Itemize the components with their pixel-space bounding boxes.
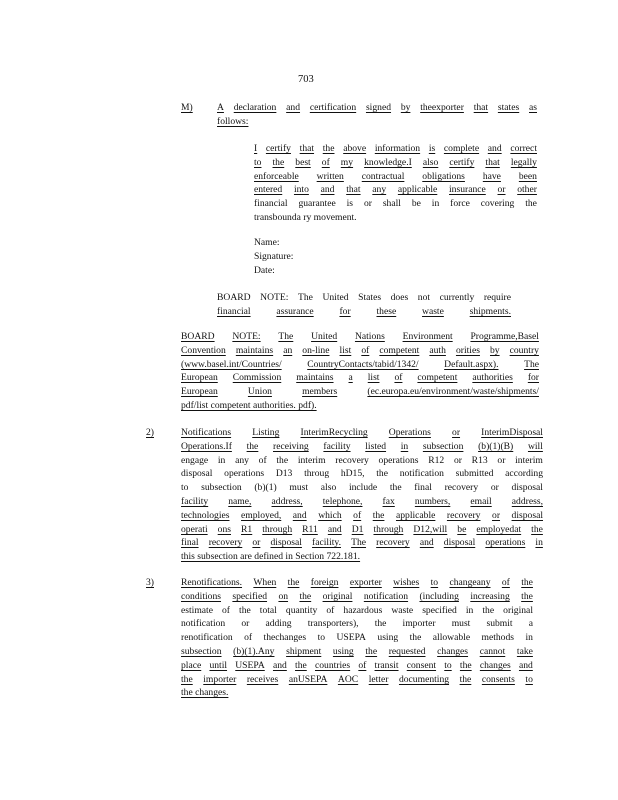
i2-line: operati ons R1 through R11 and D1 through D12,will be employedat the — [181, 523, 543, 535]
bn2-line: Convention maintains an on-line list of competent auth orities by country — [181, 344, 539, 356]
cert-line: entered into and that any applicable insurance or other — [254, 184, 537, 196]
signature-field-label: Signature: — [254, 250, 294, 262]
i3-line: notification or adding transporters), the importer must submit a — [181, 618, 533, 630]
i2-line: this subsection are defined in Section 722.181. — [181, 551, 361, 563]
i3-line: the changes. — [181, 687, 229, 699]
signature-field-label: Name: — [254, 237, 280, 248]
i3-line: estimate of the total quantity of hazardous waste specified in the original — [181, 604, 533, 616]
bn2-line: European Commission maintains a list of competent authorities for — [181, 372, 539, 384]
cert-line: to the best of my knowledge.I also certify that legally — [254, 156, 537, 168]
cert-line: transbounda ry movement. — [254, 212, 357, 223]
bn2-line: pdf/list competent authorities. pdf). — [181, 400, 317, 411]
i3-line: place until USEPA and the countries of transit consent to the changes and — [181, 659, 533, 671]
i2-line: Operations.If the receiving facility listed in subsection (b)(1)(B) will — [181, 440, 543, 452]
i3-line: Renotifications. When the foreign exporter wishes to changeany of the — [181, 577, 533, 588]
bn1-line: BOARD NOTE: The United States does not currently require — [217, 292, 511, 303]
bn1-line: financial assurance for these waste shipments. — [217, 305, 511, 317]
i3-line: renotification of thechanges to USEPA using the allowable methods in — [181, 632, 533, 644]
i3-line: the importer receives anUSEPA AOC letter documenting the consents to — [181, 673, 533, 685]
i2-line: final recovery or disposal facility. The recovery and disposal operations in — [181, 537, 543, 549]
i2-line: technologies employed, and which of the applicable recovery or disposal — [181, 509, 543, 521]
item-2-label: 2) — [146, 427, 154, 438]
i2-line: to subsection (b)(1) must also include the final recovery or disposal — [181, 482, 543, 494]
m-line: follows: — [217, 115, 249, 127]
i3-line: conditions specified on the original notification (including increasing the — [181, 590, 533, 602]
i3-line: subsection (b)(1).Any shipment using the requested changes cannot take — [181, 646, 533, 657]
item-m-label: M) — [181, 102, 193, 113]
i2-line: disposal operations D13 throug hD15, the notification submitted according — [181, 468, 543, 480]
bn2-line: BOARD NOTE: The United Nations Environment Programme,Basel — [181, 331, 539, 342]
i2-line: Notifications Listing InterimRecycling Operations or InterimDisposal — [181, 427, 543, 438]
page-number: 703 — [298, 74, 314, 85]
i2-line: facility name, address, telephone, fax numbers, email address, — [181, 496, 543, 507]
i2-line: engage in any of the interim recovery operations R12 or R13 or interim — [181, 454, 543, 466]
bn2-line: European Union members (ec.europa.eu/environment/waste/shipments/ — [181, 386, 539, 398]
m-line: A declaration and certification signed by theexporter that states as — [217, 102, 537, 113]
item-3-label: 3) — [146, 577, 154, 588]
signature-field-label: Date: — [254, 264, 275, 276]
bn2-line: (www.basel.int/Countries/ CountryContacts/tabid/1342/ Default.aspx). The — [181, 358, 539, 370]
cert-line: enforceable written contractual obligations have been — [254, 170, 537, 182]
cert-line: I certify that the above information is complete and correct — [254, 143, 537, 154]
cert-line: financial guarantee is or shall be in force covering the — [254, 198, 537, 210]
